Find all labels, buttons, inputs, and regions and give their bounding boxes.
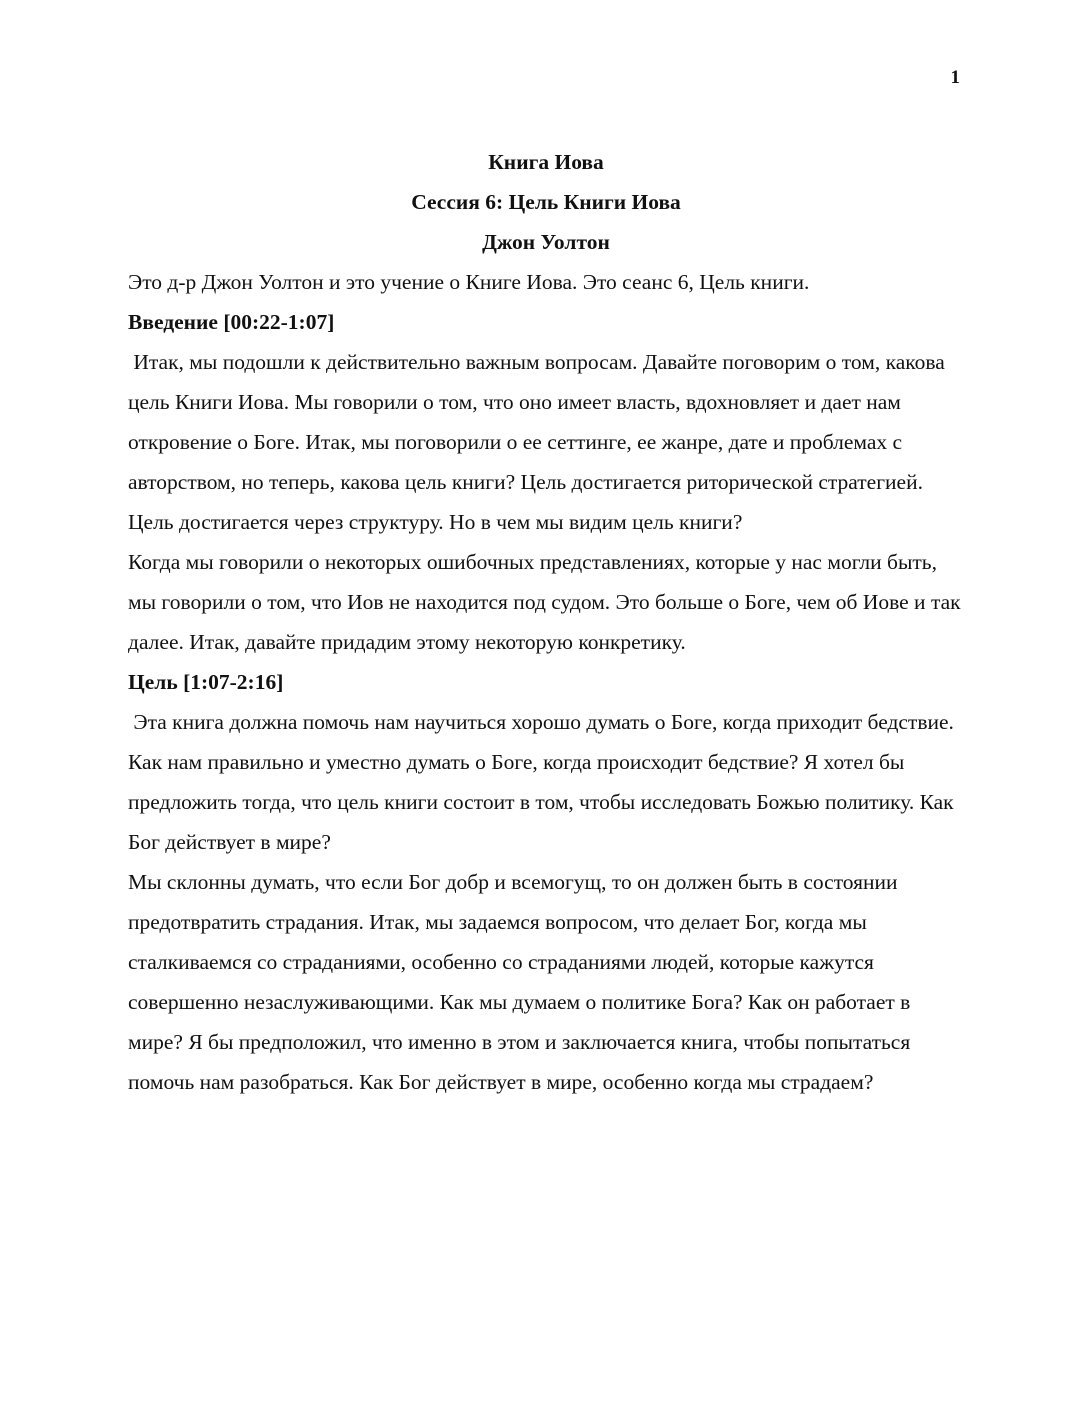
document-title: Книга Иова xyxy=(488,150,604,174)
paragraph: Когда мы говорили о некоторых ошибочных представлениях, которые у нас могли быть, мы говорили о том, что Иов не находится под судом. Это больше о Боге, чем об Иове и так далее. Итак, давайте придадим этому некоторую конкретику. xyxy=(128,550,961,654)
document-body xyxy=(128,142,964,1102)
intro-line: Это д-р Джон Уолтон и это учение о Книге Иова. Это сеанс 6, Цель книги. xyxy=(128,270,810,294)
paragraph: Эта книга должна помочь нам научиться хорошо думать о Боге, когда приходит бедствие. Как нам правильно и уместно думать о Боге, когда происходит бедствие? Я хотел бы предложить тогда, что цель книги состоит в том, чтобы исследовать Божью политику. Как Бог действует в мире? xyxy=(128,710,960,854)
document-author: Джон Уолтон xyxy=(482,230,610,254)
section-heading-purpose: Цель [1:07-2:16] xyxy=(128,670,284,694)
document-subtitle: Сессия 6: Цель Книги Иова xyxy=(411,190,681,214)
page-number: 1 xyxy=(950,67,960,88)
section-heading-introduction: Введение [00:22-1:07] xyxy=(128,310,335,334)
paragraph: Мы склонны думать, что если Бог добр и всемогущ, то он должен быть в состоянии предотвратить страдания. Итак, мы задаемся вопросом, что делает Бог, когда мы сталкиваемся со страданиями, особенно со страданиями людей, которые кажутся совершенно незаслуживающими. Как мы думаем о политике Бога? Как он работает в мире? Я бы предположил, что именно в этом и заключается книга, чтобы попытаться помочь нам разобраться. Как Бог действует в мире, особенно когда мы страдаем? xyxy=(128,870,911,1094)
paragraph: Итак, мы подошли к действительно важным вопросам. Давайте поговорим о том, какова цель Книги Иова. Мы говорили о том, что оно имеет власть, вдохновляет и дает нам откровение о Боге. Итак, мы поговорили о ее сеттинге, ее жанре, дате и проблемах с авторством, но теперь, какова цель книги? Цель достигается риторической стратегией. Цель достигается через структуру. Но в чем мы видим цель книги? xyxy=(128,350,951,534)
